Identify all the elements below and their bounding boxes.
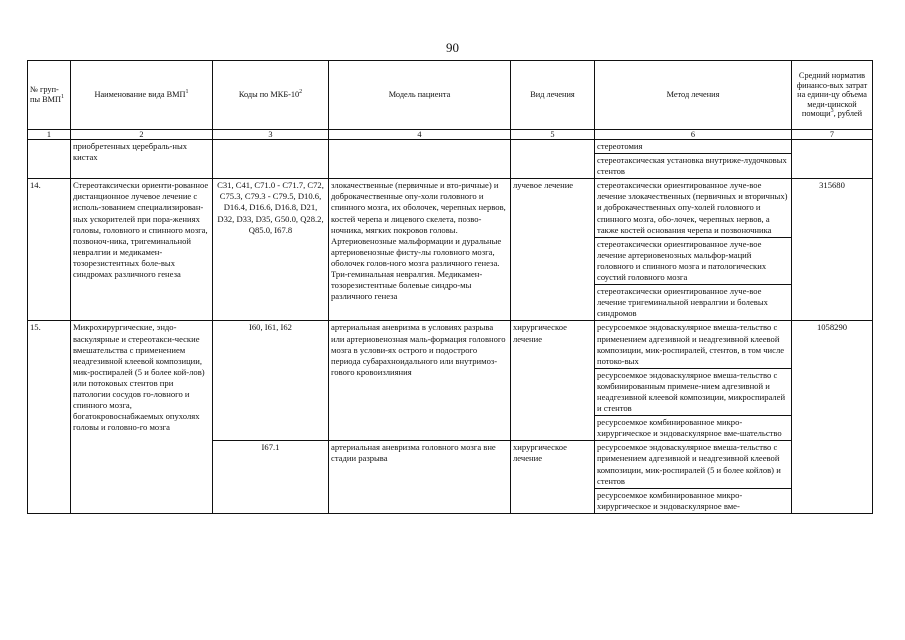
treatment-method-item: стереотаксически ориентированное луче-вое лечение артериовенозных мальфор-маций головного и спинного мозга и патологических соустий головного мозга bbox=[595, 238, 791, 285]
vmp-table bbox=[27, 60, 873, 514]
header-treatment-type: Вид лечения bbox=[511, 61, 595, 130]
vmp-name-cell: Стереотаксически ориенти-рованное дистанционное лучевое лечение с исполь-зованием специализирован-ных ускорителей при пора-жениях головы, головного и спинного мозга, позвоноч-ника, тригеминальной невралгии и медикамен-тозорезистентных боле-вых синдромах различного генеза bbox=[71, 179, 213, 321]
group-number-cell: 15. bbox=[28, 321, 71, 514]
header-vmp-name: Наименование вида ВМП$^1$ bbox=[71, 61, 213, 130]
cost-cell: 1058290 bbox=[792, 321, 873, 514]
treatment-method-cell bbox=[595, 321, 792, 441]
header-group-number: № груп-пы ВМП$^1$ bbox=[28, 61, 71, 130]
column-number: 2 bbox=[71, 130, 213, 140]
column-number: 7 bbox=[792, 130, 873, 140]
treatment-type-cell: лучевое лечение bbox=[511, 179, 595, 321]
treatment-method-item: ресурсоемкое комбинированное микро-хирургическое и эндоваскулярное вме- bbox=[597, 489, 743, 511]
column-number: 3 bbox=[213, 130, 329, 140]
treatment-method-item: ресурсоемкое эндоваскулярное вмеша-тельство с комбинированным примене-нием адгезивной и неадгезивной клеевой композиции, микроспиралей и стентов bbox=[595, 369, 791, 416]
treatment-method-cell bbox=[595, 441, 792, 514]
group-number-cell bbox=[28, 140, 71, 179]
treatment-method-item: стереотаксическая установка внутриже-лудочковых стентов bbox=[597, 155, 787, 177]
treatment-method-cell bbox=[595, 140, 792, 179]
column-number-row bbox=[28, 130, 873, 140]
column-number: 4 bbox=[329, 130, 511, 140]
treatment-method-item: ресурсоемкое эндоваскулярное вмеша-тельство с применением адгезивной и неадгезивной клеевой композиции, мик-роспиралей (5 и более койлов) и стентов bbox=[595, 441, 791, 488]
icd-codes-cell bbox=[213, 140, 329, 179]
vmp-name-cell: Микрохирургические, эндо-васкулярные и стереотакси-ческие вмешательства с применением неадгезивной клеевой композиции, мик-роспиралей (5 и более кой-лов) или потоковых стентов при патологии сосудов го-ловного и спинного мозга, богатокровоснабжаемых опухолях головы и головно-го мозга bbox=[71, 321, 213, 514]
treatment-type-cell: хирургическое лечение bbox=[511, 321, 595, 441]
group-number-cell: 14. bbox=[28, 179, 71, 321]
treatment-method-item: ресурсоемкое комбинированное микро-хирургическое и эндоваскулярное вме-шательство bbox=[597, 417, 782, 439]
column-number: 5 bbox=[511, 130, 595, 140]
icd-codes-cell: I60, I61, I62 bbox=[213, 321, 329, 441]
table-row-group-14 bbox=[28, 179, 873, 321]
column-number: 1 bbox=[28, 130, 71, 140]
patient-model-cell: артериальная аневризма головного мозга вне стадии разрыва bbox=[329, 441, 511, 514]
patient-model-cell: артериальная аневризма в условиях разрыва или артериовенозная маль-формация головного мозга в услови-ях острого и подострого периода субарахноидального или внутримоз-гового кровоизлияния bbox=[329, 321, 511, 441]
table-row-continuation bbox=[28, 140, 873, 179]
treatment-method-item: стереотаксически ориентированное луче-вое лечение злокачественных (первичных и вторичных) и доброкачественных опу-холей головного и спинного мозга, обо-лочек, черепных нервов, а также костей основания черепа и позвоночника bbox=[595, 179, 791, 237]
header-patient-model: Модель пациента bbox=[329, 61, 511, 130]
patient-model-cell bbox=[329, 140, 511, 179]
header-icd-codes: Коды по МКБ-$10^2$ bbox=[213, 61, 329, 130]
table-header-row bbox=[28, 61, 873, 130]
icd-codes-cell: C31, C41, C71.0 - C71.7, C72, C75.3, C79.3 - C79.5, D10.6, D16.4, D16.6, D16.8, D21, D32, D33, D35, G50.0, Q28.2, Q85.0, I67.8 bbox=[213, 179, 329, 321]
treatment-type-cell bbox=[511, 140, 595, 179]
cost-cell bbox=[792, 140, 873, 179]
patient-model-cell: злокачественные (первичные и вто-ричные) и доброкачественные опу-холи головного и спинного мозга, их оболочек, черепных нервов, костей черепа и лицевого скелета, позво-ночника, мягких покровов головы. Артериовенозные мальформации и дуральные артериовенозные фисту-лы головного мозга, оболочек голов-ного мозга различного генеза. Три-геминальная невралгия. Медикамен-тозорезистентные болевые синдро-мы различного генеза bbox=[329, 179, 511, 321]
treatment-method-cell bbox=[595, 179, 792, 321]
icd-codes-cell: I67.1 bbox=[213, 441, 329, 514]
column-number: 6 bbox=[595, 130, 792, 140]
header-average-cost: Средний норматив финансо-вых затрат на едини-цу объема меди-цинской помощи$^3$, рублей bbox=[792, 61, 873, 130]
treatment-method-item: стереотаксически ориентированное луче-вое лечение тригеминальной невралгии и болевых синдромов bbox=[597, 286, 768, 319]
table-row-group-15 bbox=[28, 321, 873, 441]
treatment-method-item: ресурсоемкое эндоваскулярное вмеша-тельство с применением адгезивной и неадгезивной клеевой композиции, мик-роспиралей, стентов, в том числе потоко-вых bbox=[595, 321, 791, 368]
page-number: 90 bbox=[446, 40, 459, 55]
cost-cell: 315680 bbox=[792, 179, 873, 321]
vmp-name-cell: приобретенных церебраль-ных кистах bbox=[71, 140, 213, 179]
treatment-type-cell: хирургическое лечение bbox=[511, 441, 595, 514]
treatment-method-item: стереотомия bbox=[595, 140, 791, 154]
header-treatment-method: Метод лечения bbox=[595, 61, 792, 130]
